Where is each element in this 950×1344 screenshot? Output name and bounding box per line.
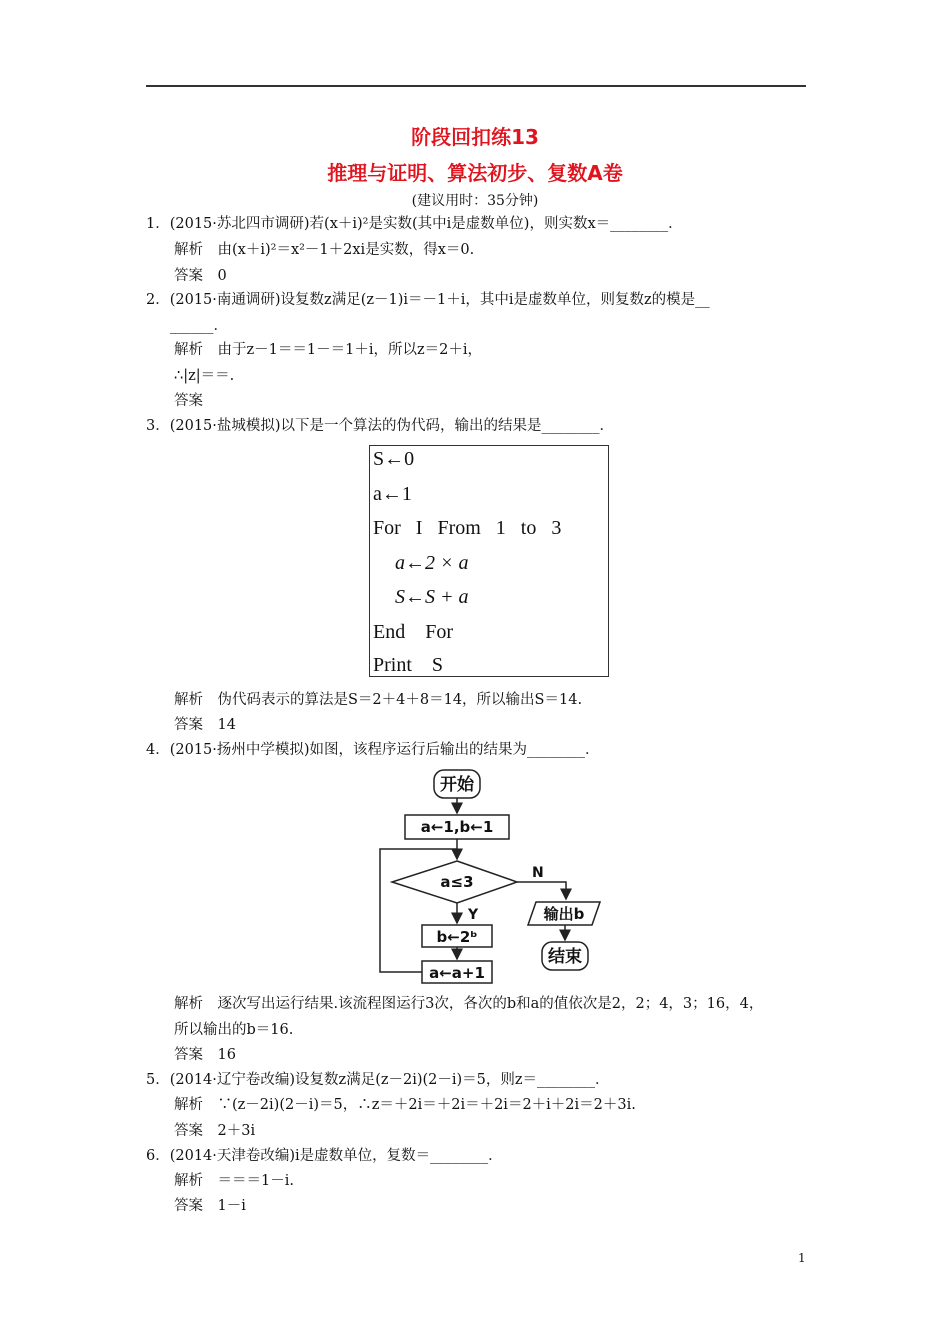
question-4-solution-2: 所以输出的b＝16. [174, 1022, 294, 1038]
question-4-answer: 答案 16 [174, 1047, 236, 1063]
question-3-answer: 答案 14 [174, 717, 236, 733]
flow-output-label: 输出b [543, 905, 585, 923]
flow-no-label: N [532, 865, 544, 881]
question-6: 6．(2014·天津卷改编)i是虚数单位，复数＝________． [146, 1148, 503, 1164]
question-5-answer: 答案 2＋3i [174, 1123, 256, 1139]
question-2-blank: ______． [170, 318, 228, 334]
question-4: 4．(2015·扬州中学模拟)如图，该程序运行后输出的结果为________． [146, 742, 600, 758]
question-1-answer: 答案 0 [174, 268, 227, 284]
question-1: 1．(2015·苏北四市调研)若(x＋i)²是实数(其中i是虚数单位)，则实数x＝________． [146, 216, 683, 232]
page-title: 阶段回扣练13 [411, 125, 539, 149]
flow-step-a-label: a←a+1 [429, 964, 485, 982]
flow-init-label: a←1,b←1 [420, 818, 494, 836]
flow-start-label: 开始 [440, 775, 474, 795]
question-3: 3．(2015·盐城模拟)以下是一个算法的伪代码，输出的结果是________． [146, 418, 615, 434]
flow-condition-label: a≤3 [440, 873, 474, 891]
code-line-2: a←1 [373, 483, 412, 505]
question-6-solution: 解析 ＝＝＝1－i. [174, 1173, 294, 1189]
question-4-solution: 解析 逐次写出运行结果.该流程图运行3次，各次的b和a的值依次是2，2；4，3；16，4， [174, 996, 764, 1012]
flow-end-label: 结束 [548, 947, 582, 967]
page-subtitle: 推理与证明、算法初步、复数A卷 [327, 161, 623, 185]
time-note: (建议用时：35分钟) [411, 193, 539, 209]
question-6-answer: 答案 1－i [174, 1198, 246, 1214]
code-line-3: For I From 1 to 3 [373, 517, 562, 539]
flow-yes-label: Y [468, 907, 479, 923]
question-5: 5．(2014·辽宁卷改编)设复数z满足(z－2i)(2－i)＝5，则z＝________． [146, 1072, 610, 1088]
code-line-1: S←0 [373, 448, 415, 470]
question-5-solution: 解析 ∵(z－2i)(2－i)＝5，∴z＝＋2i＝＋2i＝＋2i＝2＋i＋2i＝2＋3i. [174, 1097, 636, 1113]
question-3-solution: 解析 伪代码表示的算法是S＝2＋4＋8＝14，所以输出S＝14. [174, 692, 583, 708]
question-2: 2．(2015·南通调研)设复数z满足(z－1)i＝－1＋i，其中i是虚数单位，则复数z的模是__ [146, 292, 710, 308]
question-2-solution-2: ∴|z|＝＝. [174, 368, 235, 384]
flowchart [370, 765, 640, 989]
question-2-solution: 解析 由于z－1＝＝1－＝1＋i，所以z＝2＋i， [174, 342, 482, 358]
pseudocode-box [369, 445, 609, 677]
question-1-solution: 解析 由(x＋i)²＝x²－1＋2xi是实数，得x＝0. [174, 242, 475, 258]
flow-step-b-label: b←2ᵇ [436, 928, 478, 946]
header-rule [146, 85, 806, 87]
code-line-5: S←S + a [395, 586, 469, 608]
code-line-4: a←2 × a [395, 552, 469, 574]
page-number: 1 [798, 1251, 806, 1265]
code-line-6: End For [373, 621, 453, 643]
question-2-answer: 答案 [174, 393, 203, 409]
code-line-7: Print S [373, 654, 444, 676]
